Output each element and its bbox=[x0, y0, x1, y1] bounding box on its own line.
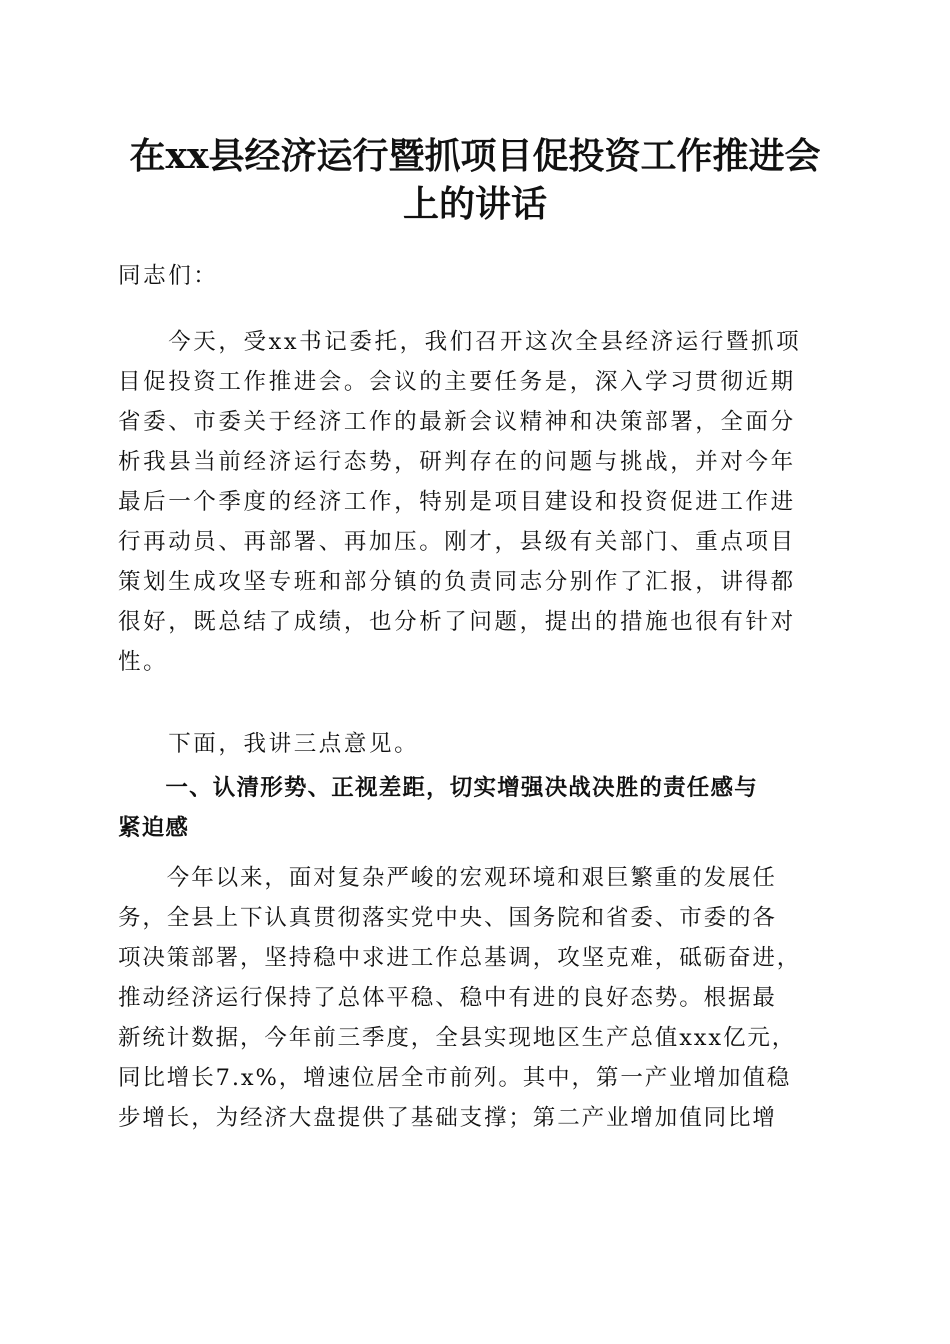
paragraph-line: 下面，我讲三点意见。 bbox=[118, 731, 420, 757]
salutation bbox=[118, 256, 830, 296]
paragraph-situation bbox=[118, 858, 830, 1138]
paragraph-line: 最后一个季度的经济工作，特别是项目建设和投资促进工作进 bbox=[118, 489, 796, 515]
salutation-text: 同志们： bbox=[118, 263, 219, 289]
paragraph-transition bbox=[118, 724, 830, 764]
paragraph-opening bbox=[118, 322, 830, 682]
title-line: 上的讲话 bbox=[402, 183, 547, 225]
paragraph-line: 很好，既总结了成绩，也分析了问题，提出的措施也很有针对 bbox=[118, 609, 796, 635]
paragraph-line: 策划生成攻坚专班和部分镇的负责同志分别作了汇报，讲得都 bbox=[118, 569, 796, 595]
paragraph-line: 省委、市委关于经济工作的最新会议精神和决策部署，全面分 bbox=[118, 409, 796, 435]
title-line: 在xx县经济运行暨抓项目促投资工作推进会 bbox=[129, 135, 821, 177]
paragraph-line: 析我县当前经济运行态势，研判存在的问题与挑战，并对今年 bbox=[118, 449, 796, 475]
paragraph-line: 性。 bbox=[118, 649, 169, 675]
paragraph-line: 今年以来，面对复杂严峻的宏观环境和艰巨繁重的发展任 bbox=[118, 865, 777, 891]
document-title bbox=[100, 132, 850, 228]
heading-line: 一、认清形势、正视差距，切实增强决战决胜的责任感与 bbox=[118, 775, 758, 801]
paragraph-line: 同比增长7.x%，增速位居全市前列。其中，第一产业增加值稳 bbox=[118, 1065, 792, 1091]
paragraph-line: 行再动员、再部署、再加压。刚才，县级有关部门、重点项目 bbox=[118, 529, 796, 555]
paragraph-line: 推动经济运行保持了总体平稳、稳中有进的良好态势。根据最 bbox=[118, 985, 777, 1011]
paragraph-line: 务，全县上下认真贯彻落实党中央、国务院和省委、市委的各 bbox=[118, 905, 777, 931]
paragraph-line: 步增长，为经济大盘提供了基础支撑；第二产业增加值同比增 bbox=[118, 1105, 777, 1131]
paragraph-line: 今天，受xx书记委托，我们召开这次全县经济运行暨抓项 bbox=[118, 329, 802, 355]
paragraph-line: 目促投资工作推进会。会议的主要任务是，深入学习贯彻近期 bbox=[118, 369, 796, 395]
section-heading-1 bbox=[118, 768, 830, 848]
heading-line: 紧迫感 bbox=[118, 815, 190, 841]
paragraph-line: 新统计数据，今年前三季度，全县实现地区生产总值xxx亿元， bbox=[118, 1025, 797, 1051]
paragraph-line: 项决策部署，坚持稳中求进工作总基调，攻坚克难，砥砺奋进， bbox=[118, 945, 802, 971]
